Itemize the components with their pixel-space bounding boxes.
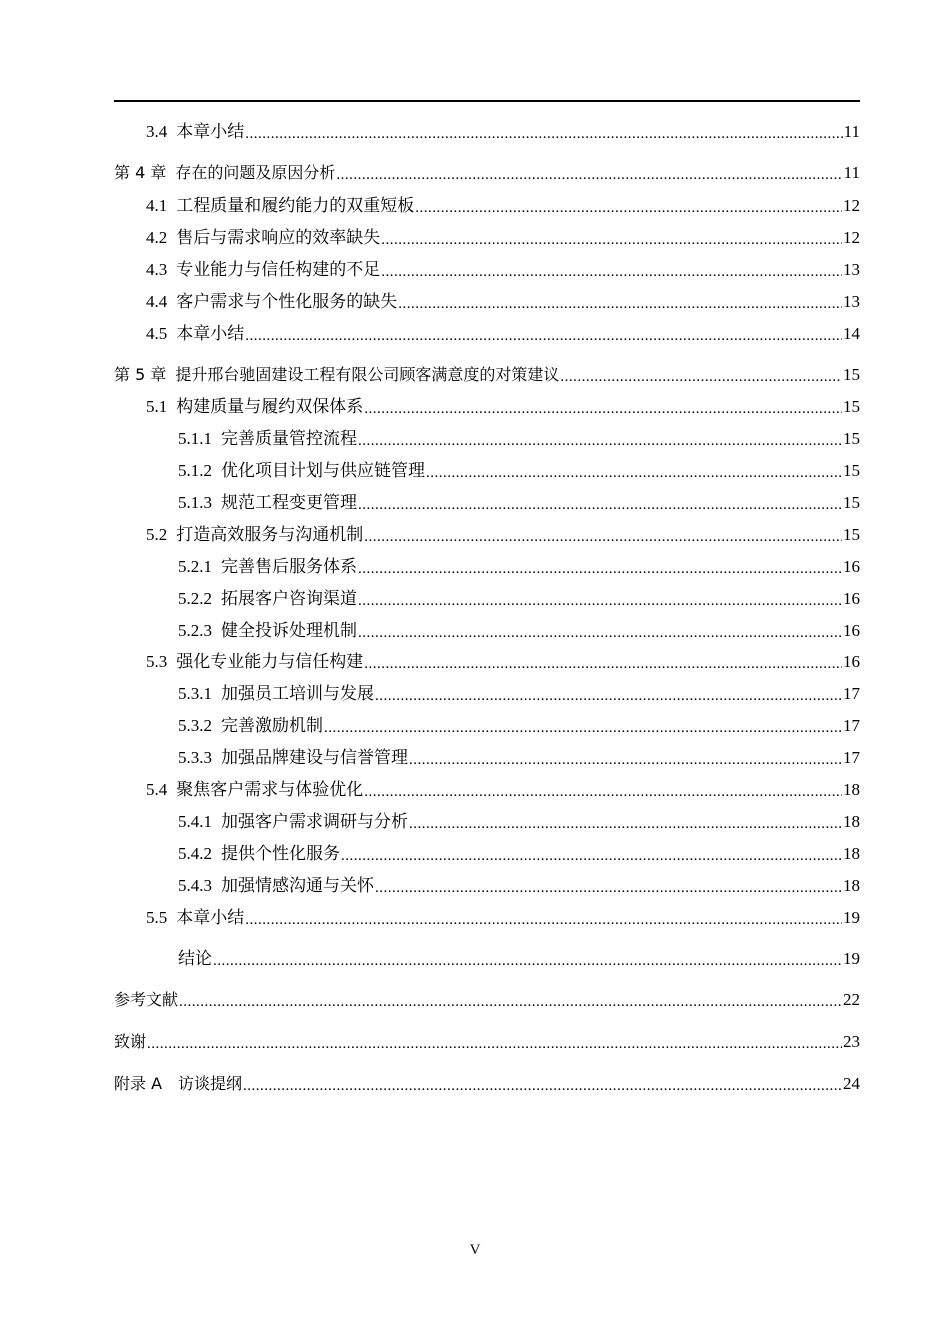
dot-leader — [375, 682, 842, 706]
toc-entry-page: 18 — [843, 844, 860, 863]
dot-leader — [398, 290, 842, 314]
toc-entry-title: 完善质量管控流程 — [221, 429, 357, 448]
toc-entry-title: 优化项目计划与供应链管理 — [221, 461, 425, 480]
dot-leader — [364, 523, 842, 547]
toc-entry-number: 5.1.2 — [178, 461, 212, 480]
dot-leader — [245, 120, 842, 144]
toc-entry-title: 本章小结 — [176, 122, 245, 141]
toc-entry-title: 工程质量和履约能力的双重短板 — [176, 196, 415, 215]
toc-entry[interactable] — [146, 523, 860, 547]
toc-entry-title: 本章小结 — [176, 908, 245, 927]
toc-entry[interactable] — [178, 714, 860, 738]
toc-entry[interactable] — [146, 778, 860, 802]
toc-entry-page: 18 — [843, 780, 860, 799]
toc-entry-page: 18 — [843, 812, 860, 831]
toc-entry-page: 13 — [843, 260, 860, 279]
toc-entry-title: 加强客户需求调研与分析 — [221, 812, 408, 831]
dot-leader — [324, 714, 842, 738]
toc-entry-number: 4.4 — [146, 292, 168, 311]
toc-entry[interactable] — [146, 226, 860, 250]
toc-entry[interactable] — [146, 395, 860, 419]
toc-entry[interactable] — [178, 427, 860, 451]
toc-entry-title: 客户需求与个性化服务的缺失 — [176, 292, 398, 311]
toc-entry-title: 专业能力与信任构建的不足 — [176, 260, 381, 279]
toc-entry-page: 14 — [843, 324, 860, 343]
toc-entry-number: 5.3 — [146, 652, 168, 671]
dot-leader — [358, 587, 842, 611]
dot-leader — [364, 778, 842, 802]
toc-entry-number: 4.1 — [146, 196, 168, 215]
toc-entry-title: 拓展客户咨询渠道 — [221, 589, 357, 608]
toc-entry-page: 15 — [843, 365, 860, 384]
page-number: V — [469, 1242, 481, 1258]
dot-leader — [336, 161, 842, 185]
dot-leader — [147, 1030, 842, 1054]
toc-entry-page: 23 — [843, 1032, 860, 1051]
toc-entry-number: 4.3 — [146, 260, 168, 279]
toc-entry-number: 3.4 — [146, 122, 168, 141]
dot-leader — [213, 947, 842, 971]
toc-entry-title: 加强员工培训与发展 — [221, 684, 374, 703]
toc-entry-page: 15 — [843, 429, 860, 448]
header-rule — [114, 100, 860, 102]
toc-entry-number: 5.5 — [146, 908, 168, 927]
dot-leader — [243, 1072, 842, 1096]
dot-leader — [358, 491, 842, 515]
toc-entry-title: 规范工程变更管理 — [221, 493, 357, 512]
toc-entry[interactable] — [146, 258, 860, 282]
dot-leader — [358, 555, 842, 579]
dot-leader — [364, 395, 842, 419]
toc-entry[interactable] — [146, 322, 860, 346]
toc-entry-title: 完善激励机制 — [221, 716, 323, 735]
toc-entry-page: 24 — [843, 1074, 860, 1093]
toc-entry-number: 5.2 — [146, 525, 168, 544]
toc-entry-number: 第 4 章 — [114, 163, 167, 182]
toc-entry[interactable] — [178, 491, 860, 515]
toc-entry-title: 聚焦客户需求与体验优化 — [176, 780, 364, 799]
toc-entry-title: 加强情感沟通与关怀 — [221, 876, 374, 895]
toc-entry[interactable] — [178, 555, 860, 579]
toc-entry-number: 5.3.1 — [178, 684, 212, 703]
toc-entry[interactable] — [178, 874, 860, 898]
dot-leader — [560, 363, 842, 387]
toc-entry[interactable] — [114, 161, 860, 185]
toc-entry-page: 15 — [843, 397, 860, 416]
dot-leader — [341, 842, 842, 866]
toc-entry-number: 5.4.1 — [178, 812, 212, 831]
toc-entry[interactable] — [146, 194, 860, 218]
toc-entry[interactable] — [146, 650, 860, 674]
toc-entry-page: 17 — [843, 684, 860, 703]
toc-entry-number: 5.2.1 — [178, 557, 212, 576]
toc-entry-page: 11 — [843, 163, 860, 182]
dot-leader — [409, 746, 842, 770]
toc-entry-page: 17 — [843, 716, 860, 735]
toc-entry-title: 强化专业能力与信任构建 — [176, 652, 364, 671]
toc-entry[interactable] — [114, 1072, 860, 1096]
toc-entry-number: 5.3.3 — [178, 748, 212, 767]
toc-entry-number: 4.5 — [146, 324, 168, 343]
dot-leader — [364, 650, 842, 674]
toc-entry[interactable] — [114, 988, 860, 1012]
toc-entry-page: 19 — [843, 949, 860, 968]
toc-entry-page: 15 — [843, 525, 860, 544]
toc-entry-number: 5.3.2 — [178, 716, 212, 735]
toc-entry[interactable] — [178, 842, 860, 866]
toc-entry-page: 19 — [843, 908, 860, 927]
toc-entry[interactable] — [178, 682, 860, 706]
toc-entry-page: 13 — [843, 292, 860, 311]
toc-entry-number: 5.4 — [146, 780, 168, 799]
toc-entry-title: 打造高效服务与沟通机制 — [176, 525, 364, 544]
toc-entry-title: 致谢 — [114, 1032, 147, 1051]
toc-entry[interactable] — [146, 290, 860, 314]
toc-entry[interactable] — [114, 363, 860, 387]
toc-entry[interactable] — [146, 120, 860, 144]
dot-leader — [409, 810, 842, 834]
toc-entry[interactable] — [114, 1030, 860, 1054]
dot-leader — [381, 258, 842, 282]
dot-leader — [245, 322, 842, 346]
toc-entry-number: 5.2.3 — [178, 621, 212, 640]
toc-entry-title: 加强品牌建设与信誉管理 — [221, 748, 408, 767]
dot-leader — [179, 988, 842, 1012]
toc-entry-number: 5.1.3 — [178, 493, 212, 512]
toc-entry-page: 12 — [843, 196, 860, 215]
toc-entry-page: 12 — [843, 228, 860, 247]
toc-entry-title: 完善售后服务体系 — [221, 557, 357, 576]
dot-leader — [415, 194, 842, 218]
toc-entry-page: 16 — [843, 589, 860, 608]
toc-entry-page: 18 — [843, 876, 860, 895]
dot-leader — [375, 874, 842, 898]
toc-entry-number: 4.2 — [146, 228, 168, 247]
toc-entry-page: 15 — [843, 461, 860, 480]
toc-entry-title: 售后与需求响应的效率缺失 — [176, 228, 381, 247]
toc-entry-page: 16 — [843, 557, 860, 576]
toc-entry-page: 11 — [843, 122, 860, 141]
toc-entry[interactable] — [178, 619, 860, 643]
toc-entry[interactable] — [178, 587, 860, 611]
dot-leader — [358, 619, 842, 643]
toc-entry-title: 提升邢台驰固建设工程有限公司顾客满意度的对策建议 — [175, 365, 560, 384]
dot-leader — [358, 427, 842, 451]
toc-entry-number: 5.1.1 — [178, 429, 212, 448]
toc-entry-title: 存在的问题及原因分析 — [175, 163, 336, 182]
toc-entry[interactable] — [178, 810, 860, 834]
toc-entry-page: 16 — [843, 621, 860, 640]
toc-entry-number: 5.1 — [146, 397, 168, 416]
toc-entry-page: 17 — [843, 748, 860, 767]
toc-entry-title: 提供个性化服务 — [221, 844, 340, 863]
toc-entry-title: 构建质量与履约双保体系 — [176, 397, 364, 416]
toc-entry[interactable] — [178, 947, 860, 971]
toc-entry[interactable] — [178, 459, 860, 483]
toc-entry-title: 参考文献 — [114, 990, 179, 1009]
dot-leader — [245, 906, 842, 930]
toc-entry-title: 本章小结 — [176, 324, 245, 343]
toc-entry-number: 第 5 章 — [114, 365, 167, 384]
toc-entry-number: 5.4.2 — [178, 844, 212, 863]
dot-leader — [426, 459, 842, 483]
toc-entry-number: 5.2.2 — [178, 589, 212, 608]
toc-entry[interactable] — [178, 746, 860, 770]
toc-entry-title: 健全投诉处理机制 — [221, 621, 357, 640]
toc-entry-page: 15 — [843, 493, 860, 512]
toc-entry-number: 5.4.3 — [178, 876, 212, 895]
toc-entry-title: 结论 — [178, 949, 212, 968]
toc-entry-title: 附录 A 访谈提纲 — [114, 1074, 243, 1093]
toc-entry-page: 22 — [843, 990, 860, 1009]
toc-entry-page: 16 — [843, 652, 860, 671]
toc-entry[interactable] — [146, 906, 860, 930]
dot-leader — [381, 226, 842, 250]
